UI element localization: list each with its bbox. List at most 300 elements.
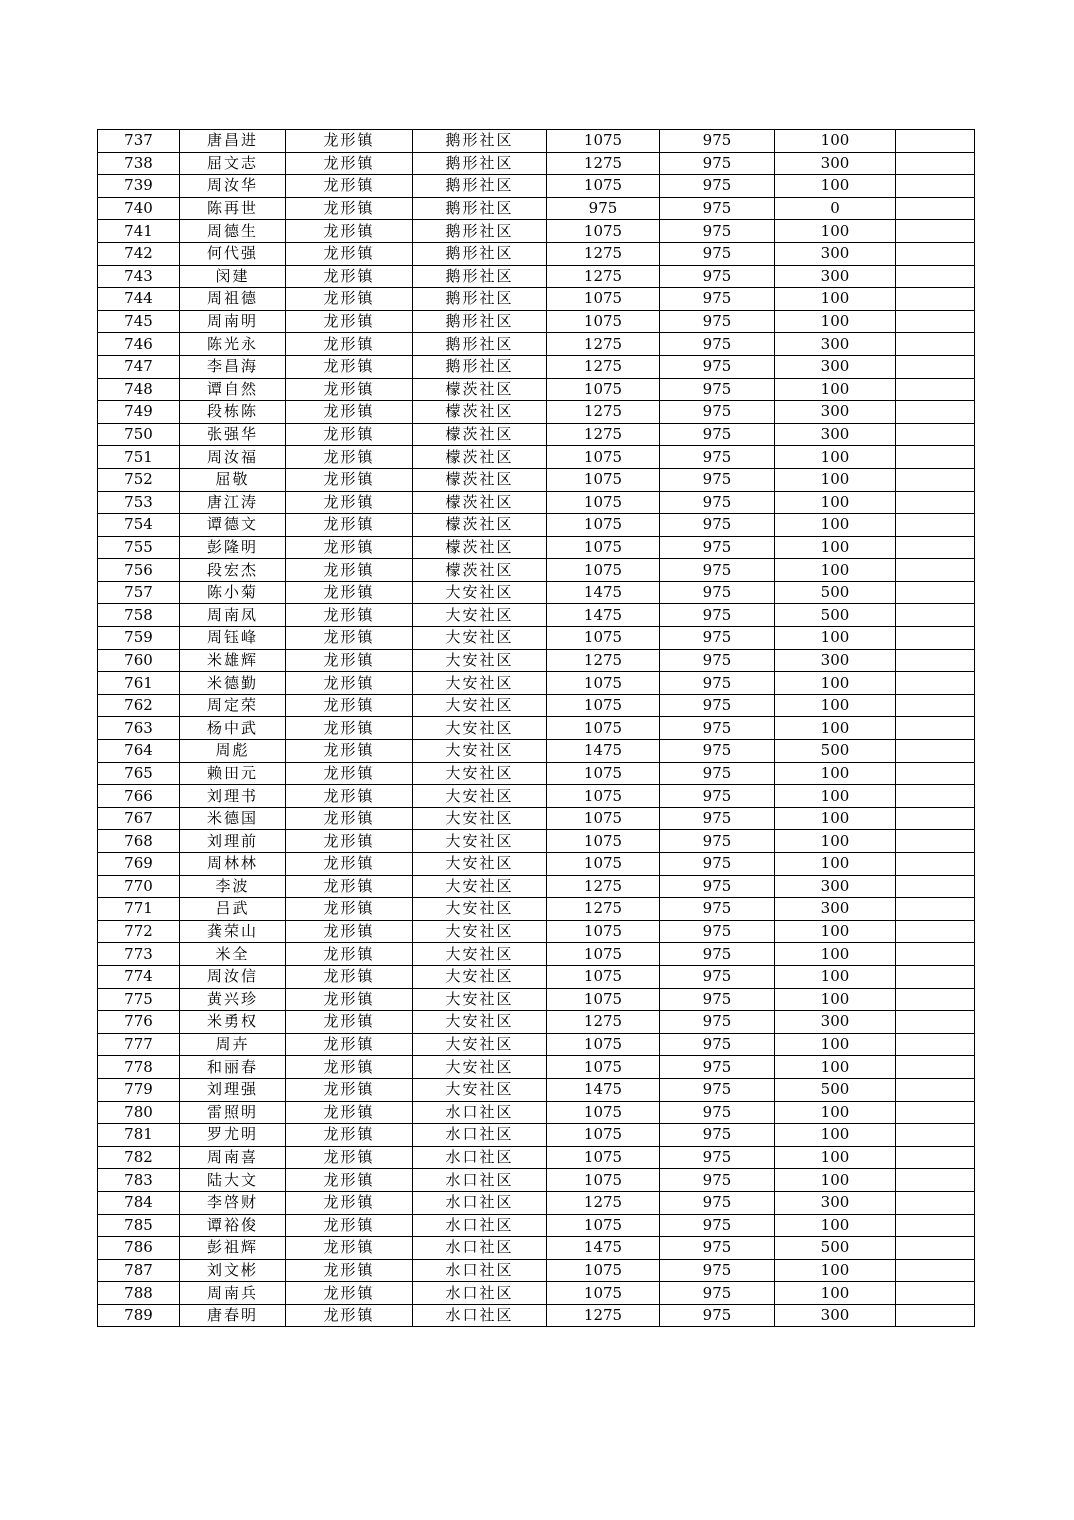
community-cell: 鹅形社区	[413, 152, 547, 175]
table-row	[98, 740, 975, 763]
index-cell: 784	[98, 1191, 180, 1214]
town-cell: 龙形镇	[286, 175, 413, 198]
table-row	[98, 491, 975, 514]
table-row	[98, 1033, 975, 1056]
name-cell: 米勇权	[180, 1011, 286, 1034]
remark-cell	[896, 1191, 975, 1214]
index-cell: 789	[98, 1304, 180, 1327]
name-cell: 米雄辉	[180, 649, 286, 672]
difference-cell: 100	[775, 627, 896, 650]
community-cell: 大安社区	[413, 627, 547, 650]
town-cell: 龙形镇	[286, 491, 413, 514]
amount-cell: 1075	[547, 853, 660, 876]
town-cell: 龙形镇	[286, 1056, 413, 1079]
difference-cell: 100	[775, 130, 896, 153]
name-cell: 杨中武	[180, 717, 286, 740]
remark-cell	[896, 1214, 975, 1237]
name-cell: 刘理书	[180, 785, 286, 808]
index-cell: 761	[98, 672, 180, 695]
base-cell: 975	[660, 265, 775, 288]
base-cell: 975	[660, 401, 775, 424]
name-cell: 周彪	[180, 740, 286, 763]
community-cell: 水口社区	[413, 1146, 547, 1169]
remark-cell	[896, 717, 975, 740]
table-row	[98, 785, 975, 808]
remark-cell	[896, 649, 975, 672]
difference-cell: 100	[775, 943, 896, 966]
name-cell: 米全	[180, 943, 286, 966]
base-cell: 975	[660, 717, 775, 740]
index-cell: 787	[98, 1259, 180, 1282]
difference-cell: 100	[775, 1033, 896, 1056]
index-cell: 753	[98, 491, 180, 514]
community-cell: 大安社区	[413, 1033, 547, 1056]
community-cell: 鹅形社区	[413, 197, 547, 220]
base-cell: 975	[660, 446, 775, 469]
remark-cell	[896, 694, 975, 717]
table-row	[98, 920, 975, 943]
amount-cell: 1075	[547, 672, 660, 695]
name-cell: 陈小菊	[180, 581, 286, 604]
town-cell: 龙形镇	[286, 288, 413, 311]
amount-cell: 1075	[547, 130, 660, 153]
town-cell: 龙形镇	[286, 1101, 413, 1124]
community-cell: 水口社区	[413, 1101, 547, 1124]
table-row	[98, 943, 975, 966]
difference-cell: 300	[775, 401, 896, 424]
amount-cell: 1075	[547, 220, 660, 243]
amount-cell: 1075	[547, 1033, 660, 1056]
amount-cell: 1075	[547, 1056, 660, 1079]
amount-cell: 1075	[547, 559, 660, 582]
base-cell: 975	[660, 220, 775, 243]
remark-cell	[896, 310, 975, 333]
remark-cell	[896, 920, 975, 943]
base-cell: 975	[660, 1214, 775, 1237]
community-cell: 水口社区	[413, 1214, 547, 1237]
base-cell: 975	[660, 785, 775, 808]
table-body	[98, 130, 975, 1327]
amount-cell: 1275	[547, 242, 660, 265]
town-cell: 龙形镇	[286, 830, 413, 853]
community-cell: 大安社区	[413, 1011, 547, 1034]
remark-cell	[896, 423, 975, 446]
base-cell: 975	[660, 830, 775, 853]
community-cell: 大安社区	[413, 785, 547, 808]
community-cell: 大安社区	[413, 740, 547, 763]
amount-cell: 1275	[547, 401, 660, 424]
amount-cell: 1075	[547, 1124, 660, 1147]
index-cell: 773	[98, 943, 180, 966]
town-cell: 龙形镇	[286, 310, 413, 333]
index-cell: 747	[98, 355, 180, 378]
amount-cell: 1075	[547, 920, 660, 943]
name-cell: 黄兴珍	[180, 988, 286, 1011]
amount-cell: 1075	[547, 943, 660, 966]
town-cell: 龙形镇	[286, 649, 413, 672]
index-cell: 748	[98, 378, 180, 401]
town-cell: 龙形镇	[286, 423, 413, 446]
amount-cell: 1075	[547, 378, 660, 401]
name-cell: 陈光永	[180, 333, 286, 356]
amount-cell: 1275	[547, 152, 660, 175]
amount-cell: 1075	[547, 1214, 660, 1237]
town-cell: 龙形镇	[286, 943, 413, 966]
base-cell: 975	[660, 627, 775, 650]
community-cell: 大安社区	[413, 604, 547, 627]
remark-cell	[896, 1124, 975, 1147]
remark-cell	[896, 807, 975, 830]
community-cell: 大安社区	[413, 581, 547, 604]
remark-cell	[896, 468, 975, 491]
index-cell: 768	[98, 830, 180, 853]
table-row	[98, 1191, 975, 1214]
table-row	[98, 1078, 975, 1101]
difference-cell: 100	[775, 446, 896, 469]
index-cell: 755	[98, 536, 180, 559]
table-row	[98, 242, 975, 265]
name-cell: 周南喜	[180, 1146, 286, 1169]
table-row	[98, 1214, 975, 1237]
community-cell: 鹅形社区	[413, 220, 547, 243]
community-cell: 大安社区	[413, 694, 547, 717]
index-cell: 788	[98, 1282, 180, 1305]
table-row	[98, 536, 975, 559]
difference-cell: 300	[775, 242, 896, 265]
table-row	[98, 197, 975, 220]
name-cell: 吕武	[180, 898, 286, 921]
remark-cell	[896, 1078, 975, 1101]
base-cell: 975	[660, 1033, 775, 1056]
amount-cell: 1075	[547, 694, 660, 717]
index-cell: 745	[98, 310, 180, 333]
difference-cell: 100	[775, 965, 896, 988]
difference-cell: 100	[775, 807, 896, 830]
name-cell: 谭自然	[180, 378, 286, 401]
community-cell: 檬茨社区	[413, 423, 547, 446]
remark-cell	[896, 130, 975, 153]
base-cell: 975	[660, 468, 775, 491]
difference-cell: 300	[775, 649, 896, 672]
index-cell: 781	[98, 1124, 180, 1147]
town-cell: 龙形镇	[286, 1078, 413, 1101]
amount-cell: 1275	[547, 423, 660, 446]
base-cell: 975	[660, 1101, 775, 1124]
amount-cell: 1075	[547, 514, 660, 537]
index-cell: 783	[98, 1169, 180, 1192]
remark-cell	[896, 785, 975, 808]
difference-cell: 100	[775, 536, 896, 559]
base-cell: 975	[660, 740, 775, 763]
table-row	[98, 604, 975, 627]
index-cell: 743	[98, 265, 180, 288]
table-row	[98, 446, 975, 469]
difference-cell: 300	[775, 355, 896, 378]
community-cell: 水口社区	[413, 1282, 547, 1305]
name-cell: 张强华	[180, 423, 286, 446]
community-cell: 檬茨社区	[413, 514, 547, 537]
base-cell: 975	[660, 1191, 775, 1214]
remark-cell	[896, 581, 975, 604]
difference-cell: 100	[775, 717, 896, 740]
base-cell: 975	[660, 514, 775, 537]
index-cell: 771	[98, 898, 180, 921]
difference-cell: 100	[775, 1214, 896, 1237]
town-cell: 龙形镇	[286, 1304, 413, 1327]
difference-cell: 100	[775, 1124, 896, 1147]
index-cell: 751	[98, 446, 180, 469]
remark-cell	[896, 175, 975, 198]
town-cell: 龙形镇	[286, 220, 413, 243]
table-row	[98, 130, 975, 153]
table-row	[98, 1304, 975, 1327]
table-row	[98, 649, 975, 672]
town-cell: 龙形镇	[286, 672, 413, 695]
table-row	[98, 265, 975, 288]
amount-cell: 1275	[547, 265, 660, 288]
community-cell: 檬茨社区	[413, 468, 547, 491]
name-cell: 刘理前	[180, 830, 286, 853]
table-row	[98, 762, 975, 785]
name-cell: 周钰峰	[180, 627, 286, 650]
remark-cell	[896, 288, 975, 311]
base-cell: 975	[660, 581, 775, 604]
town-cell: 龙形镇	[286, 514, 413, 537]
difference-cell: 100	[775, 1146, 896, 1169]
name-cell: 周汝信	[180, 965, 286, 988]
town-cell: 龙形镇	[286, 988, 413, 1011]
base-cell: 975	[660, 1169, 775, 1192]
difference-cell: 100	[775, 514, 896, 537]
town-cell: 龙形镇	[286, 1146, 413, 1169]
difference-cell: 100	[775, 288, 896, 311]
index-cell: 782	[98, 1146, 180, 1169]
name-cell: 李波	[180, 875, 286, 898]
name-cell: 周卉	[180, 1033, 286, 1056]
name-cell: 周南凤	[180, 604, 286, 627]
difference-cell: 300	[775, 333, 896, 356]
town-cell: 龙形镇	[286, 762, 413, 785]
table-row	[98, 310, 975, 333]
community-cell: 鹅形社区	[413, 175, 547, 198]
base-cell: 975	[660, 807, 775, 830]
base-cell: 975	[660, 1237, 775, 1260]
table-row	[98, 468, 975, 491]
name-cell: 谭裕俊	[180, 1214, 286, 1237]
name-cell: 段宏杰	[180, 559, 286, 582]
base-cell: 975	[660, 1078, 775, 1101]
name-cell: 周汝福	[180, 446, 286, 469]
town-cell: 龙形镇	[286, 717, 413, 740]
community-cell: 檬茨社区	[413, 491, 547, 514]
amount-cell: 1475	[547, 581, 660, 604]
base-cell: 975	[660, 898, 775, 921]
remark-cell	[896, 943, 975, 966]
remark-cell	[896, 514, 975, 537]
community-cell: 大安社区	[413, 672, 547, 695]
table-row	[98, 559, 975, 582]
base-cell: 975	[660, 1304, 775, 1327]
index-cell: 750	[98, 423, 180, 446]
remark-cell	[896, 197, 975, 220]
community-cell: 鹅形社区	[413, 310, 547, 333]
name-cell: 周南兵	[180, 1282, 286, 1305]
index-cell: 775	[98, 988, 180, 1011]
base-cell: 975	[660, 649, 775, 672]
remark-cell	[896, 1056, 975, 1079]
remark-cell	[896, 536, 975, 559]
amount-cell: 1075	[547, 446, 660, 469]
remark-cell	[896, 333, 975, 356]
amount-cell: 1075	[547, 288, 660, 311]
table-row	[98, 220, 975, 243]
remark-cell	[896, 988, 975, 1011]
amount-cell: 975	[547, 197, 660, 220]
base-cell: 975	[660, 1146, 775, 1169]
community-cell: 檬茨社区	[413, 536, 547, 559]
amount-cell: 1475	[547, 1078, 660, 1101]
index-cell: 767	[98, 807, 180, 830]
name-cell: 周定荣	[180, 694, 286, 717]
remark-cell	[896, 1011, 975, 1034]
town-cell: 龙形镇	[286, 1237, 413, 1260]
amount-cell: 1475	[547, 740, 660, 763]
data-table	[97, 129, 975, 1327]
community-cell: 大安社区	[413, 762, 547, 785]
remark-cell	[896, 1146, 975, 1169]
remark-cell	[896, 853, 975, 876]
index-cell: 779	[98, 1078, 180, 1101]
difference-cell: 100	[775, 1259, 896, 1282]
amount-cell: 1275	[547, 1011, 660, 1034]
table-row	[98, 1056, 975, 1079]
index-cell: 785	[98, 1214, 180, 1237]
base-cell: 975	[660, 130, 775, 153]
amount-cell: 1075	[547, 1259, 660, 1282]
remark-cell	[896, 355, 975, 378]
community-cell: 鹅形社区	[413, 355, 547, 378]
name-cell: 周林林	[180, 853, 286, 876]
amount-cell: 1075	[547, 310, 660, 333]
remark-cell	[896, 1033, 975, 1056]
table-row	[98, 717, 975, 740]
name-cell: 谭德文	[180, 514, 286, 537]
community-cell: 檬茨社区	[413, 378, 547, 401]
town-cell: 龙形镇	[286, 242, 413, 265]
difference-cell: 100	[775, 1056, 896, 1079]
remark-cell	[896, 1169, 975, 1192]
difference-cell: 100	[775, 694, 896, 717]
town-cell: 龙形镇	[286, 1191, 413, 1214]
base-cell: 975	[660, 853, 775, 876]
table-row	[98, 694, 975, 717]
difference-cell: 100	[775, 920, 896, 943]
table-row	[98, 288, 975, 311]
index-cell: 762	[98, 694, 180, 717]
difference-cell: 100	[775, 559, 896, 582]
community-cell: 大安社区	[413, 1078, 547, 1101]
remark-cell	[896, 559, 975, 582]
community-cell: 大安社区	[413, 875, 547, 898]
remark-cell	[896, 672, 975, 695]
base-cell: 975	[660, 943, 775, 966]
name-cell: 刘文彬	[180, 1259, 286, 1282]
amount-cell: 1075	[547, 785, 660, 808]
town-cell: 龙形镇	[286, 333, 413, 356]
remark-cell	[896, 875, 975, 898]
remark-cell	[896, 220, 975, 243]
community-cell: 大安社区	[413, 1056, 547, 1079]
remark-cell	[896, 1304, 975, 1327]
town-cell: 龙形镇	[286, 581, 413, 604]
index-cell: 772	[98, 920, 180, 943]
difference-cell: 100	[775, 830, 896, 853]
town-cell: 龙形镇	[286, 1214, 413, 1237]
index-cell: 769	[98, 853, 180, 876]
name-cell: 和丽春	[180, 1056, 286, 1079]
index-cell: 752	[98, 468, 180, 491]
difference-cell: 300	[775, 1191, 896, 1214]
table-row	[98, 1146, 975, 1169]
difference-cell: 500	[775, 581, 896, 604]
town-cell: 龙形镇	[286, 130, 413, 153]
table-row	[98, 1011, 975, 1034]
base-cell: 975	[660, 559, 775, 582]
table-row	[98, 853, 975, 876]
index-cell: 754	[98, 514, 180, 537]
base-cell: 975	[660, 491, 775, 514]
amount-cell: 1075	[547, 491, 660, 514]
name-cell: 周南明	[180, 310, 286, 333]
index-cell: 786	[98, 1237, 180, 1260]
amount-cell: 1275	[547, 355, 660, 378]
name-cell: 罗尤明	[180, 1124, 286, 1147]
town-cell: 龙形镇	[286, 1282, 413, 1305]
amount-cell: 1275	[547, 898, 660, 921]
community-cell: 鹅形社区	[413, 242, 547, 265]
amount-cell: 1075	[547, 830, 660, 853]
community-cell: 水口社区	[413, 1259, 547, 1282]
name-cell: 龚荣山	[180, 920, 286, 943]
name-cell: 刘理强	[180, 1078, 286, 1101]
base-cell: 975	[660, 152, 775, 175]
name-cell: 彭祖辉	[180, 1237, 286, 1260]
community-cell: 水口社区	[413, 1169, 547, 1192]
amount-cell: 1475	[547, 604, 660, 627]
base-cell: 975	[660, 988, 775, 1011]
index-cell: 738	[98, 152, 180, 175]
name-cell: 雷照明	[180, 1101, 286, 1124]
base-cell: 975	[660, 965, 775, 988]
name-cell: 李啓财	[180, 1191, 286, 1214]
base-cell: 975	[660, 1259, 775, 1282]
index-cell: 756	[98, 559, 180, 582]
remark-cell	[896, 898, 975, 921]
difference-cell: 500	[775, 1078, 896, 1101]
community-cell: 大安社区	[413, 717, 547, 740]
base-cell: 975	[660, 536, 775, 559]
index-cell: 759	[98, 627, 180, 650]
town-cell: 龙形镇	[286, 401, 413, 424]
table-row	[98, 830, 975, 853]
table-row	[98, 1101, 975, 1124]
town-cell: 龙形镇	[286, 965, 413, 988]
community-cell: 水口社区	[413, 1191, 547, 1214]
community-cell: 檬茨社区	[413, 401, 547, 424]
difference-cell: 100	[775, 762, 896, 785]
table-row	[98, 1259, 975, 1282]
base-cell: 975	[660, 604, 775, 627]
